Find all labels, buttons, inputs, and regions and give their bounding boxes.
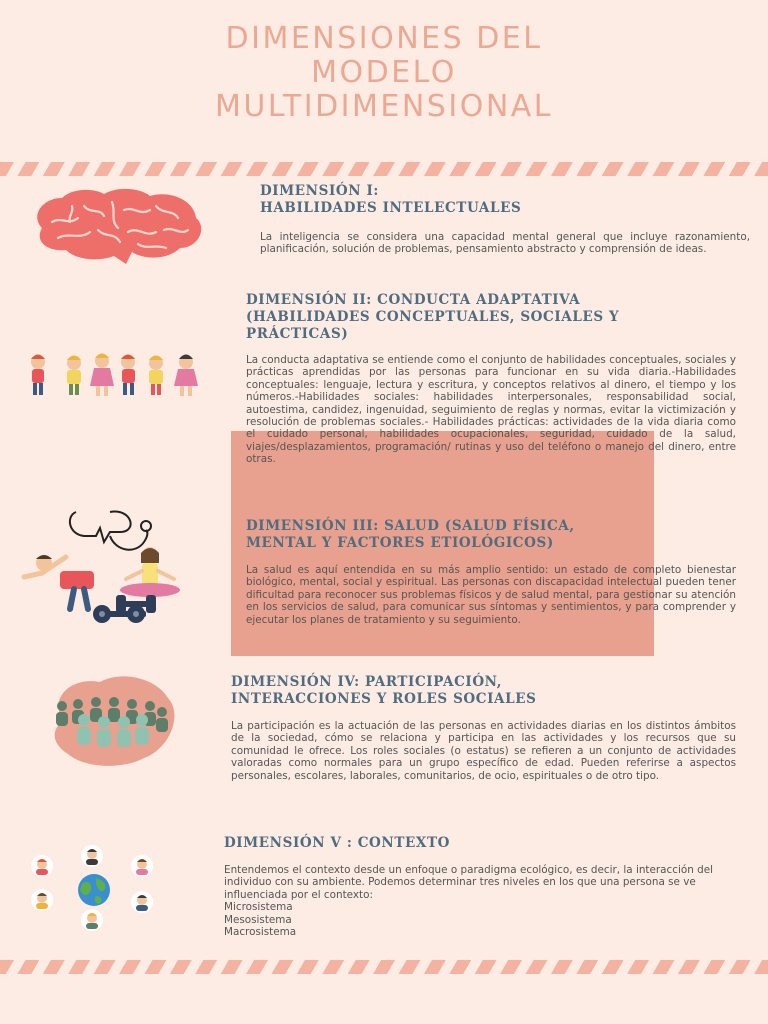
health-icon — [20, 545, 205, 630]
heading-line: DIMENSIÓN II: CONDUCTA ADAPTATIVA — [246, 292, 581, 308]
children-icon — [22, 350, 204, 402]
heading-line: DIMENSIÓN IV: PARTICIPACIÓN, — [231, 674, 503, 690]
globe-people-icon — [20, 844, 170, 934]
title-line-2: MODELO — [311, 55, 457, 90]
heading-line: INTERACCIONES Y ROLES SOCIALES — [231, 691, 537, 707]
section-body: La conducta adaptativa se entiende como el conjunto de habilidades conceptuales, sociales y prácticas aprendidas por las personas para funcionar en su vida diaria.-Habilidades conceptuales: lenguaje, lectura y escritura, y conceptos relativos al dinero, el tiempo y los números.-Habilidades sociales: habilidades interpersonales, responsabilidad social, autoestima, candidez, ingenuidad, seguimiento de reglas y normas, evitar la victimización y resolución de problemas sociales.- Habilidades prácticas: actividades de la vida diaria como el cuidado personal, habilidades ocupacionales, seguridad, cuidado de la salud, viajes/desplazamientos, programación/ rutinas y uso del teléfono o manejo del dinero, entre otras. — [246, 354, 736, 466]
brain-icon — [28, 186, 206, 270]
section-heading: DIMENSIÓN V : CONTEXTO — [224, 835, 450, 851]
heading-line: MENTAL Y FACTORES ETIOLÓGICOS) — [246, 535, 554, 551]
section-dimension-1 — [260, 183, 750, 256]
group-icon — [44, 672, 178, 768]
section-dimension-5 — [224, 835, 736, 938]
heading-line: DIMENSIÓN III: SALUD (SALUD FÍSICA, — [246, 518, 575, 534]
title-line-3: MULTIDIMENSIONAL — [214, 89, 553, 124]
heading-line: PRÁCTICAS) — [246, 326, 349, 342]
heading-line: DIMENSIÓN I: — [260, 183, 379, 199]
section-body: La inteligencia se considera una capacidad mental general que incluye razonamiento, planificación, solución de problemas, pensamiento abstracto y comprensión de ideas. — [260, 231, 750, 256]
section-dimension-4 — [231, 674, 736, 782]
section-dimension-2 — [246, 292, 736, 466]
top-stripe-divider — [0, 162, 768, 176]
section-heading — [246, 292, 736, 343]
bottom-stripe-divider — [0, 960, 768, 974]
list-item: Microsistema — [224, 901, 293, 914]
context-levels-list — [224, 901, 736, 938]
list-item: Mesosistema — [224, 913, 292, 926]
page-title — [0, 22, 768, 124]
section-body: La salud es aquí entendida en su más amplio sentido: un estado de completo bienestar biológico, mental, social y espiritual. Las personas con discapacidad intelectual pueden tener dificultad para reconocer sus problemas físicos y de salud mental, para gestionar su atención en los servicios de salud, para comunicar sus síntomas y sentimientos, y para comprender y ejecutar los planes de tratamiento y su seguimiento. — [246, 564, 736, 626]
section-heading — [231, 674, 736, 708]
section-heading — [260, 183, 750, 217]
section-dimension-3 — [246, 518, 736, 626]
title-line-1: DIMENSIONES DEL — [225, 21, 543, 56]
section-heading — [246, 518, 736, 552]
section-body: Entendemos el contexto desde un enfoque o paradigma ecológico, es decir, la interacción del individuo con su ambiente. Podemos determinar tres niveles en los que una persona se ve influenciada por el contexto: — [224, 864, 713, 901]
heading-line: HABILIDADES INTELECTUALES — [260, 200, 522, 216]
heading-line: (HABILIDADES CONCEPTUALES, SOCIALES Y — [246, 309, 620, 325]
section-body: La participación es la actuación de las personas en actividades diarias en los distintos ámbitos de la sociedad, cómo se relaciona y participa en las actividades y los recursos que su comunidad le ofrece. Los roles sociales (o estatus) se refieren a un conjunto de actividades valoradas como normales para un grupo específico de edad. Pueden referirse a aspectos personales, escolares, laborales, comunitarios, de ocio, espirituales o de otro tipo. — [231, 720, 736, 782]
list-item: Macrosistema — [224, 926, 297, 939]
